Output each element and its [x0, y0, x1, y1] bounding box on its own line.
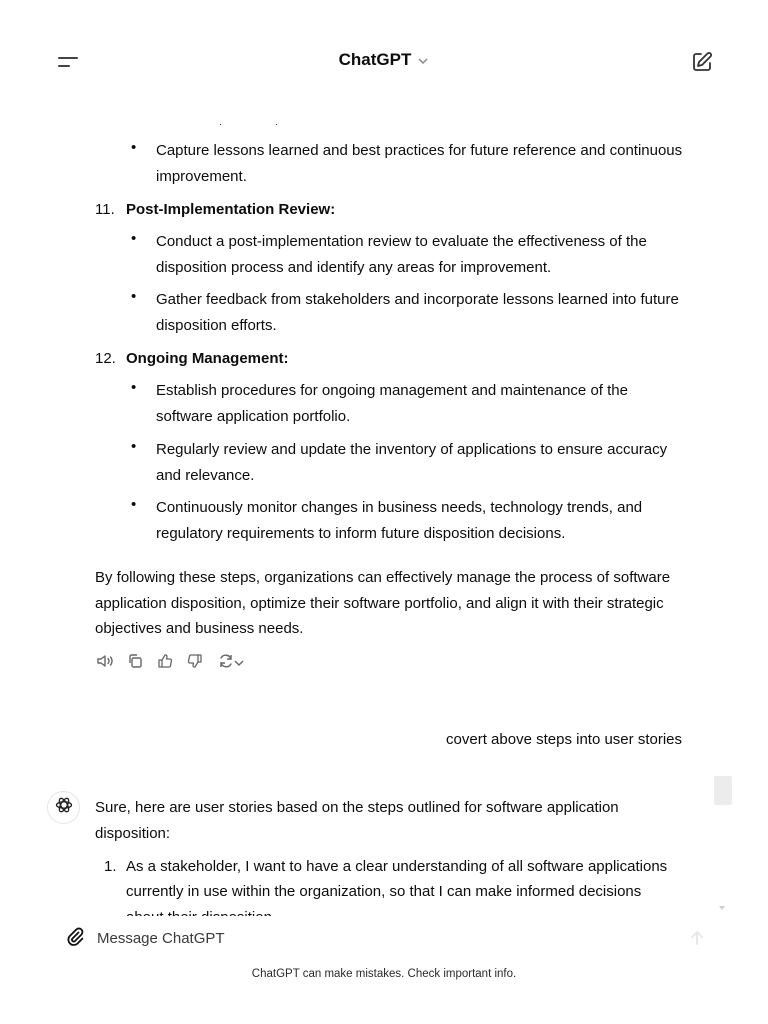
thumbs-down-icon	[187, 653, 203, 674]
bullet: •	[131, 496, 137, 513]
thumbs-down-button[interactable]	[185, 653, 205, 673]
regenerate-button[interactable]	[215, 653, 247, 673]
bullet: •	[131, 139, 137, 156]
list-item-text: Conduct a post-implementation review to evaluate the effectiveness of the	[156, 233, 647, 250]
summary-text: By following these steps, organizations can effectively manage the process of software	[95, 569, 671, 586]
page-title: ChatGPT	[338, 50, 412, 69]
list-number: 12.	[95, 350, 116, 367]
user-story-text: As a stakeholder, I want to have a clear understanding of all software applications	[126, 858, 668, 875]
new-chat-button[interactable]	[690, 50, 714, 74]
openai-logo-icon	[54, 795, 74, 820]
assistant-avatar	[47, 791, 80, 824]
list-item-text: Gather feedback from stakeholders and incorporate lessons learned into future	[156, 291, 679, 308]
message-actions	[95, 653, 247, 673]
bullet: •	[131, 288, 137, 305]
list-item-text: improvement.	[156, 168, 247, 185]
reply-text: disposition:	[95, 825, 171, 842]
summary-text: application disposition, optimize their software portfolio, and align it with their strategic	[95, 595, 664, 612]
disclaimer: ChatGPT can make mistakes. Check important info.	[251, 968, 517, 980]
top-bar	[0, 0, 768, 124]
list-item-text: Continuously monitor changes in business needs, technology trends, and	[156, 499, 643, 516]
attach-button[interactable]	[64, 926, 86, 948]
conversation-scroll-area[interactable]	[0, 80, 768, 916]
bullet: •	[131, 438, 137, 455]
list-number: 1.	[104, 858, 117, 875]
bullet: •	[131, 379, 137, 396]
list-number: 11.	[95, 201, 115, 218]
bullet: •	[131, 230, 137, 247]
scroll-down-arrow[interactable]	[717, 899, 727, 907]
list-item-text: Regularly review and update the inventory of applications to ensure accuracy	[156, 441, 668, 458]
send-button[interactable]	[686, 927, 708, 949]
thumbs-up-button[interactable]	[155, 653, 175, 673]
arrow-up-icon	[686, 936, 708, 953]
chevron-down-icon	[234, 654, 244, 672]
list-item-text: disposition efforts.	[156, 317, 277, 334]
list-item-text: software application portfolio.	[156, 408, 351, 425]
copy-button[interactable]	[125, 653, 145, 673]
thumbs-up-icon	[157, 653, 173, 674]
user-message: covert above steps into user stories	[446, 731, 682, 748]
reply-text: Sure, here are user stories based on the steps outlined for software application	[95, 799, 619, 816]
summary-text: objectives and business needs.	[95, 620, 304, 637]
chevron-down-icon	[417, 51, 429, 71]
list-item-text: and relevance.	[156, 467, 255, 484]
model-selector[interactable]	[0, 50, 768, 71]
copy-icon	[127, 653, 143, 674]
message-composer	[0, 916, 768, 960]
read-aloud-button[interactable]	[95, 653, 115, 673]
paperclip-icon	[64, 935, 86, 952]
message-input[interactable]	[97, 926, 667, 950]
list-item-text: Establish procedures for ongoing management and maintenance of the	[156, 382, 628, 399]
refresh-icon	[218, 653, 234, 674]
step-heading: Ongoing Management:	[126, 350, 289, 367]
list-item-text: disposition process and identify any areas for improvement.	[156, 259, 552, 276]
list-item-text: Capture lessons learned and best practices for future reference and continuous	[156, 142, 683, 159]
scrollbar-thumb[interactable]	[714, 776, 732, 805]
user-story-text: currently in use within the organization, so that I can make informed decisions	[126, 883, 642, 900]
edit-icon	[690, 61, 714, 78]
step-heading: Post-Implementation Review:	[126, 201, 336, 218]
speaker-icon	[96, 653, 114, 674]
list-item-text: regulatory requirements to inform future disposition decisions.	[156, 525, 566, 542]
